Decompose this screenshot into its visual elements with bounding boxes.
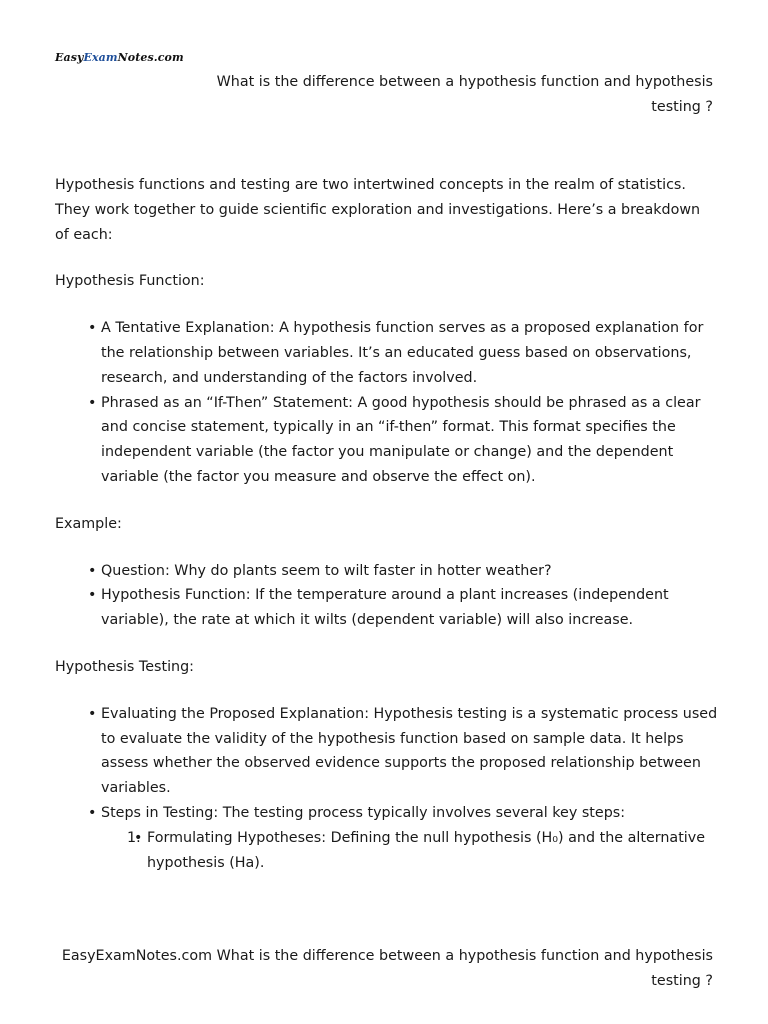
list-item: • Phrased as an “If-Then” Statement: A good hypothesis should be phrased as a clear and concise statement, typically in an “if-then” format. This format specifies the independent variable (the factor you manipulate or change) and the dependent variable (the factor you measure and observe the effect on). [101,391,718,490]
hypothesis-testing-list [55,702,718,876]
hypothesis-function-list [55,316,718,490]
section-heading-example: Example: [55,515,122,532]
intro-paragraph: Hypothesis functions and testing are two intertwined concepts in the realm of statistics. They work together to guide scientific exploration and investigations. Here’s a breakdown of each: [55,177,701,243]
step-text: Formulating Hypotheses: Defining the null hypothesis (H₀) and the alternative hypothesis (Ha). [147,829,706,871]
logo-text-exam: Exam [83,51,118,64]
document-body [55,173,718,897]
section-heading-hypothesis-testing: Hypothesis Testing: [55,658,194,675]
document-title: What is the difference between a hypothesis function and hypothesis testing ? [216,74,713,115]
logo-text-notes: Notes.com [117,51,184,64]
section-heading-hypothesis-function: Hypothesis Function: [55,273,205,290]
list-item: • Question: Why do plants seem to wilt faster in hotter weather? [101,559,718,584]
list-item: • Hypothesis Function: If the temperature around a plant increases (independent variable), the rate at which it wilts (dependent variable) will also increase. [101,583,718,633]
list-item: • A Tentative Explanation: A hypothesis function serves as a proposed explanation for the relationship between variables. It’s an educated guess based on observations, research, and understanding of the factors involved. [101,316,718,390]
site-logo [55,51,184,64]
list-item: • Evaluating the Proposed Explanation: Hypothesis testing is a systematic process used to evaluate the validity of the hypothesis function based on sample data. It helps assess whether the observed evidence supports the proposed relationship between variables. [101,702,718,801]
list-item-text: Steps in Testing: The testing process typically involves several key steps: [101,804,626,821]
page-footer: EasyExamNotes.com What is the difference between a hypothesis function and hypothesis testing ? [61,948,713,989]
example-list [55,559,718,633]
logo-text-easy: Easy [55,51,84,64]
step-number: • 1. [127,829,141,846]
step-item [127,826,718,876]
testing-steps-list [101,826,718,876]
list-item [101,801,718,875]
